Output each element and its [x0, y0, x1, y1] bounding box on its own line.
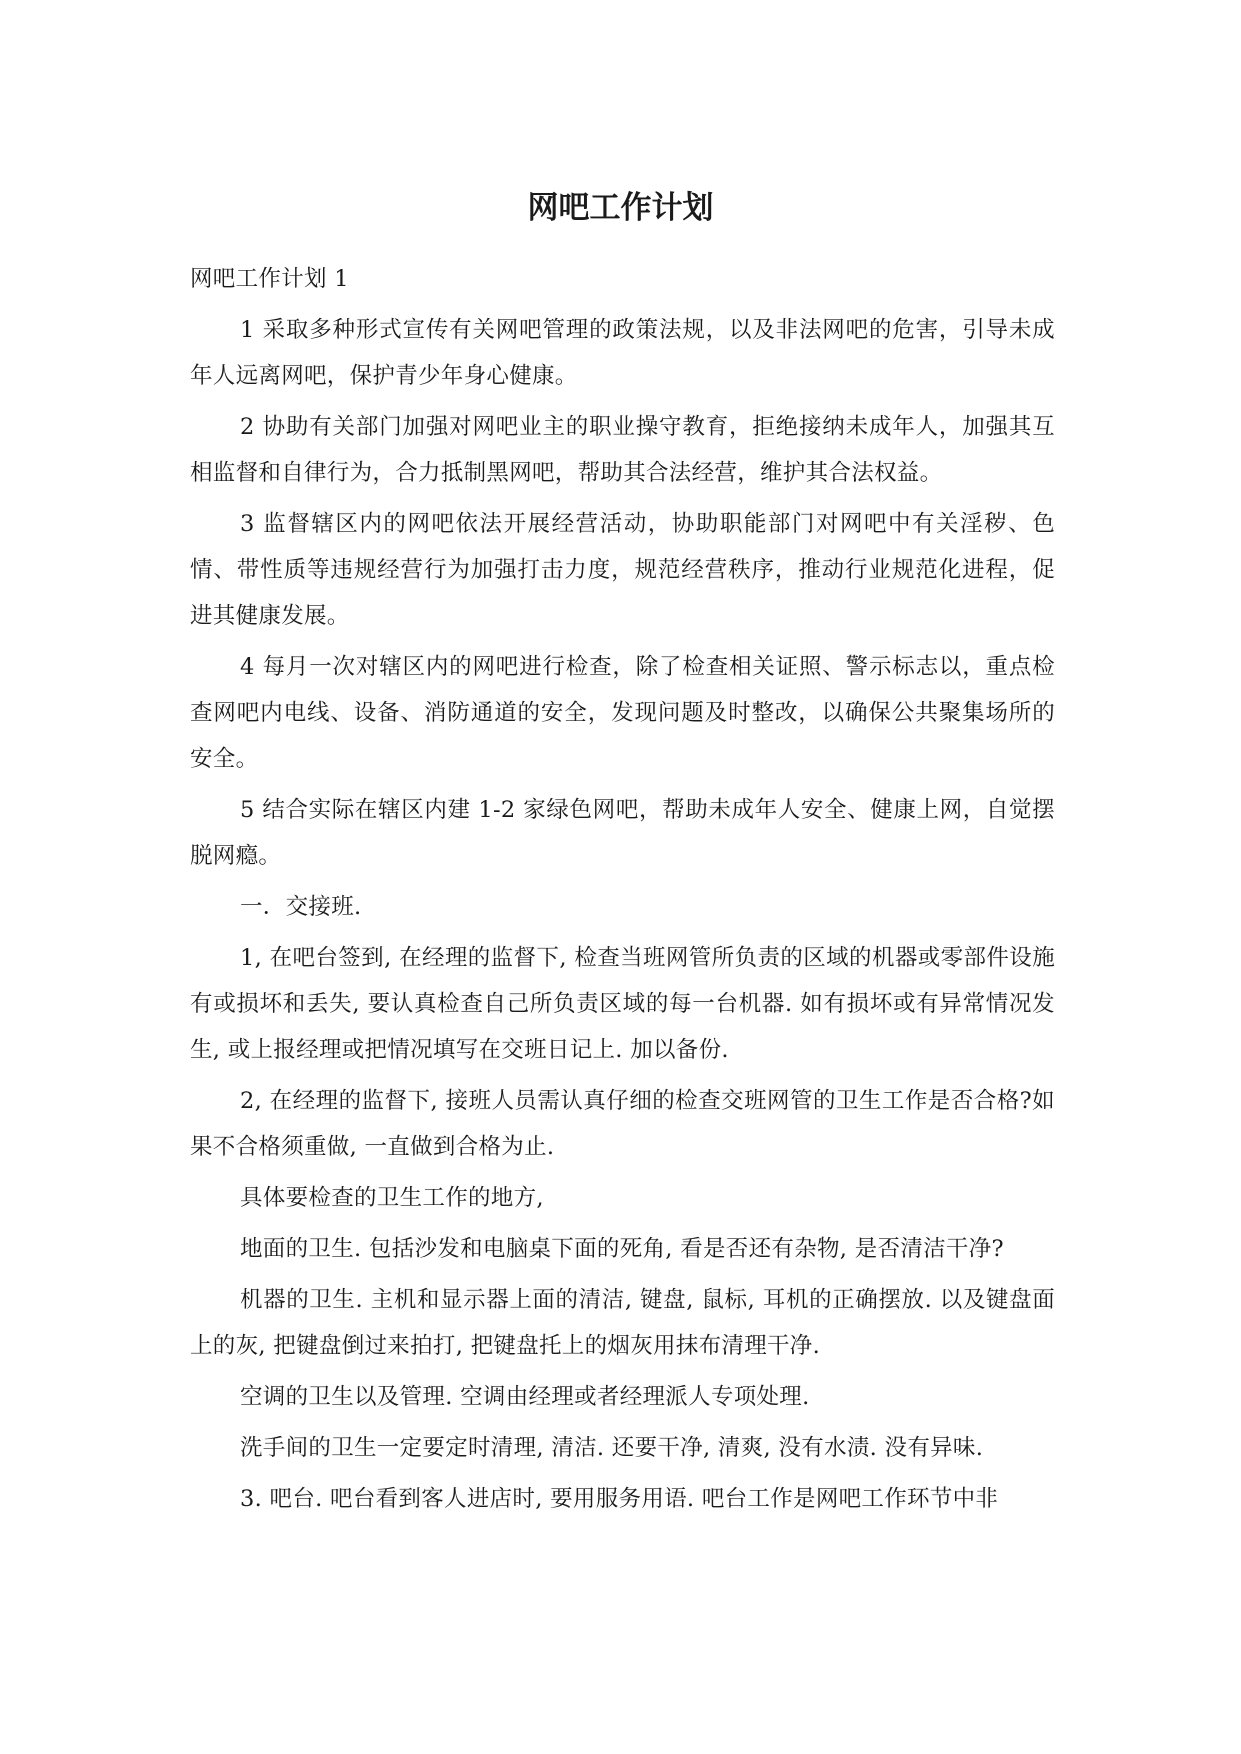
paragraph-10: 地面的卫生. 包括沙发和电脑桌下面的死角, 看是否还有杂物, 是否清洁干净? — [240, 1236, 1004, 1262]
paragraph-8: 2, 在经理的监督下, 接班人员需认真仔细的检查交班网管的卫生工作是否合格?如果不合格须重做, 一直做到合格为止. — [190, 1088, 1055, 1160]
paragraph-13: 洗手间的卫生一定要定时清理, 清洁. 还要干净, 清爽, 没有水渍. 没有异味. — [240, 1435, 984, 1461]
paragraph-14: 3. 吧台. 吧台看到客人进店时, 要用服务用语. 吧台工作是网吧工作环节中非 — [240, 1486, 999, 1512]
paragraph-7: 1, 在吧台签到, 在经理的监督下, 检查当班网管所负责的区域的机器或零部件设施有或损坏和丢失, 要认真检查自己所负责区域的每一台机器. 如有损坏或有异常情况发生, 或上报经理或把情况填写在交班日记上. 加以备份. — [190, 945, 1055, 1063]
document-title: 网吧工作计划 — [527, 190, 714, 226]
paragraph-4: 4 每月一次对辖区内的网吧进行检查，除了检查相关证照、警示标志以，重点检查网吧内电线、设备、消防通道的安全，发现问题及时整改，以确保公共聚集场所的安全。 — [190, 654, 1055, 772]
paragraph-9: 具体要检查的卫生工作的地方, — [240, 1185, 544, 1211]
paragraph-2: 2 协助有关部门加强对网吧业主的职业操守教育，拒绝接纳未成年人，加强其互相监督和自律行为，合力抵制黑网吧，帮助其合法经营，维护其合法权益。 — [190, 414, 1055, 486]
paragraph-1: 1 采取多种形式宣传有关网吧管理的政策法规，以及非法网吧的危害，引导未成年人远离网吧，保护青少年身心健康。 — [190, 317, 1055, 389]
paragraph-3: 3 监督辖区内的网吧依法开展经营活动，协助职能部门对网吧中有关淫秽、色情、带性质等违规经营行为加强打击力度，规范经营秩序，推动行业规范化进程，促进其健康发展。 — [190, 511, 1055, 629]
paragraph-5: 5 结合实际在辖区内建 1-2 家绿色网吧，帮助未成年人安全、健康上网，自觉摆脱网瘾。 — [190, 797, 1055, 869]
section-heading: 网吧工作计划 1 — [190, 266, 349, 292]
paragraph-12: 空调的卫生以及管理. 空调由经理或者经理派人专项处理. — [240, 1384, 810, 1410]
paragraph-11: 机器的卫生. 主机和显示器上面的清洁, 键盘, 鼠标, 耳机的正确摆放. 以及键盘面上的灰, 把键盘倒过来拍打, 把键盘托上的烟灰用抹布清理干净. — [190, 1287, 1055, 1359]
paragraph-6: 一．交接班. — [240, 894, 362, 920]
document-body — [190, 256, 1055, 1527]
